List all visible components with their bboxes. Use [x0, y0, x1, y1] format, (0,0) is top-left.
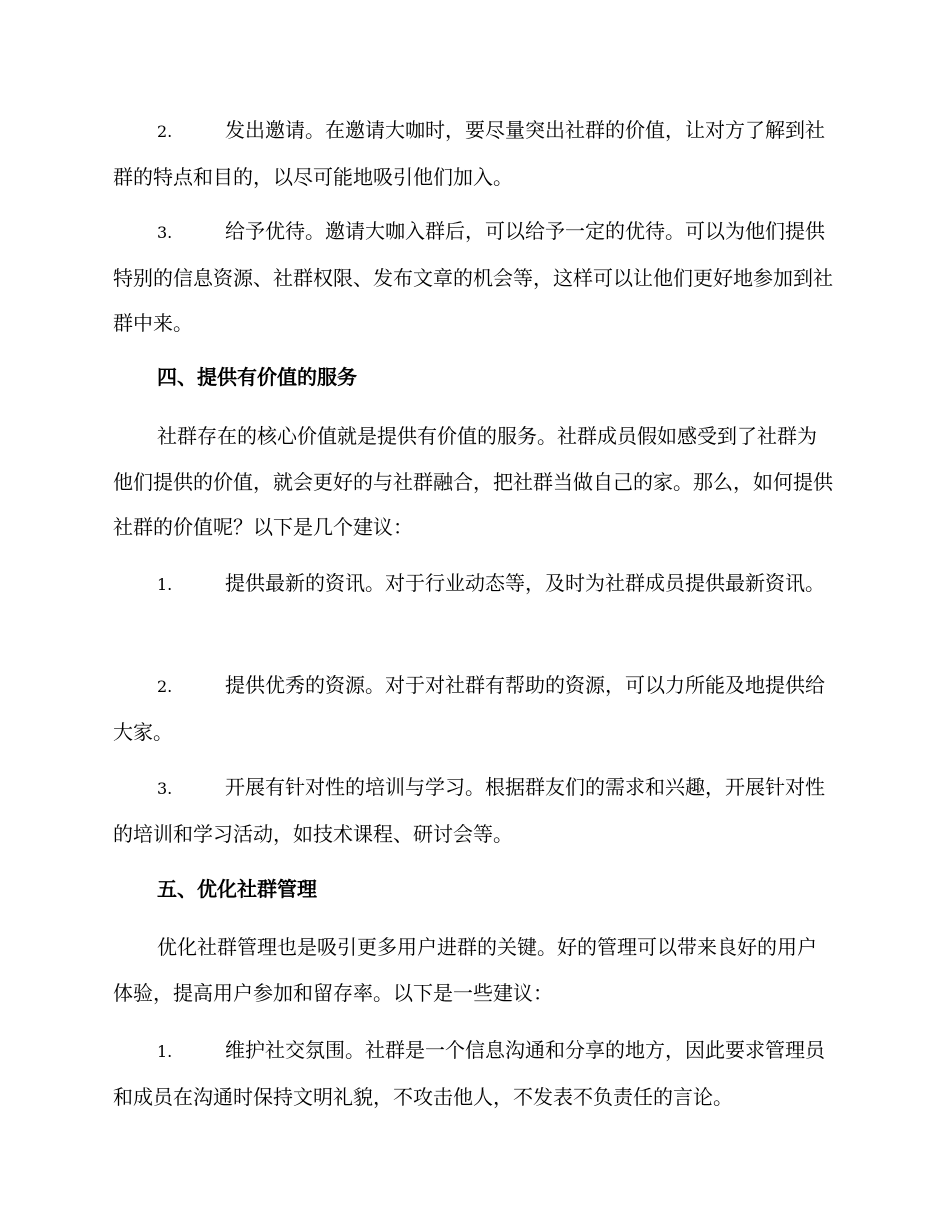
list-number: 3. [157, 223, 173, 242]
list-number: 2. [157, 122, 173, 141]
list-number: 3. [157, 779, 173, 798]
list-text: 提供优秀的资源。对于对社群有帮助的资源，可以力所能及地提供给大家。 [113, 673, 825, 744]
list-number: 1. [157, 1042, 173, 1061]
list-text: 发出邀请。在邀请大咖时，要尽量突出社群的价值，让对方了解到社群的特点和目的，以尽可能地吸引他们加入。 [113, 118, 825, 189]
list-text: 维护社交氛围。社群是一个信息沟通和分享的地方，因此要求管理员和成员在沟通时保持文明礼貌，不攻击他人，不发表不负责任的言论。 [113, 1038, 825, 1109]
section-heading: 四、提供有价值的服务 [157, 365, 357, 389]
list-item [113, 1028, 833, 1120]
list-number: 2. [157, 677, 173, 696]
list-item [113, 561, 833, 608]
section-intro: 优化社群管理也是吸引更多用户进群的关键。好的管理可以带来良好的用户体验，提高用户参加和留存率。以下是一些建议： [113, 935, 817, 1005]
list-text: 给予优待。邀请大咖入群后，可以给予一定的优待。可以为他们提供特别的信息资源、社群权限、发布文章的机会等，这样可以让他们更好地参加到社群中来。 [113, 219, 833, 335]
list-item [113, 663, 833, 755]
list-text: 开展有针对性的培训与学习。根据群友们的需求和兴趣，开展针对性的培训和学习活动，如技术课程、研讨会等。 [113, 775, 825, 846]
section-heading: 五、优化社群管理 [157, 877, 317, 901]
list-number: 1. [157, 575, 173, 594]
list-item [113, 108, 833, 200]
list-text: 提供最新的资讯。对于行业动态等，及时为社群成员提供最新资讯。 [225, 571, 825, 595]
list-item [113, 765, 833, 857]
section-intro: 社群存在的核心价值就是提供有价值的服务。社群成员假如感受到了社群为他们提供的价值，就会更好的与社群融合，把社群当做自己的家。那么，如何提供社群的价值呢？以下是几个建议： [113, 424, 833, 539]
list-item [113, 209, 833, 347]
